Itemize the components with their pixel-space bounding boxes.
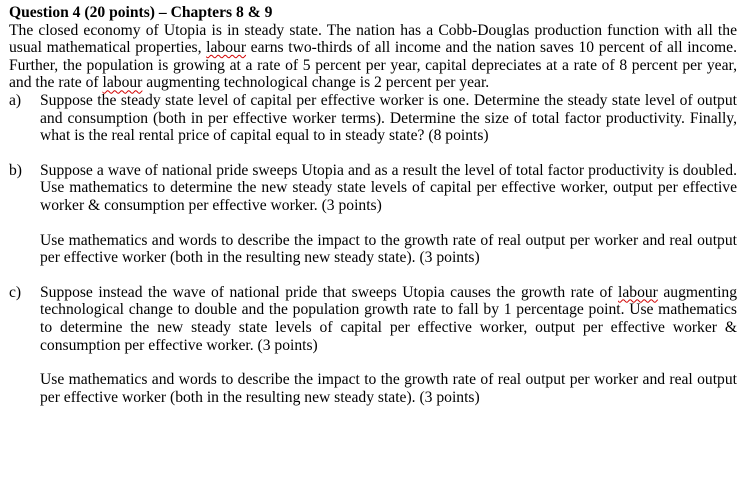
intro-text-2: earns two-thirds of all income and the nation saves 10 percent of all income. Further, the population is growing at a rate of 5 percent per year, capital depreciates at a rate of 8 percent per year, and the rate of: [9, 39, 737, 92]
question-intro: [9, 22, 737, 92]
intro-text-1: The closed economy of Utopia is in steady state. The nation has a Cobb-Douglas production function with all the usual mathematical properties,: [9, 21, 737, 57]
part-c-text-1: Suppose instead the wave of national pride that sweeps Utopia causes the growth rate of: [40, 283, 619, 301]
intro-text-3: augmenting technological change is 2 percent per year.: [142, 74, 490, 92]
part-a-label: a): [9, 91, 22, 109]
part-b-text: Suppose a wave of national pride sweeps Utopia and as a result the level of total factor productivity is doubled. Use mathematics to determine the new steady state levels of capital per effective worker, output per effective worker & consumption per effective worker. (3 points): [40, 161, 737, 214]
misspelled-word-labour: labour: [618, 283, 658, 301]
question-heading: Question 4 (20 points) – Chapters 8 & 9: [9, 4, 273, 21]
part-a: [9, 92, 737, 145]
part-a-text: Suppose the steady state level of capital per effective worker is one. Determine the steady state level of output and consumption (both in per effective worker terms). Determine the size of total factor productivity. Finally, what is the real rental price of capital equal to in steady state? (8 points): [40, 91, 737, 145]
misspelled-word-labour: labour: [102, 74, 143, 92]
misspelled-word-labour: labour: [206, 39, 247, 57]
part-c-text: [40, 284, 737, 354]
part-c: [9, 284, 737, 354]
part-c-followup: Use mathematics and words to describe the impact to the growth rate of real output per worker and real output per effective worker (both in the resulting new steady state). (3 points): [40, 371, 737, 406]
part-b-label: b): [9, 161, 22, 179]
part-c-text-2: augmenting technological change to double and the population growth rate to fall by 1 percentage point. Use mathematics to determine the new steady state levels of capital per effective worker, output per effective worker & consumption per effective worker. (3 points): [40, 283, 737, 354]
part-c-label: c): [9, 283, 22, 301]
document-page: [9, 4, 737, 406]
part-b: [9, 162, 737, 215]
part-b-followup: Use mathematics and words to describe the impact to the growth rate of real output per worker and real output per effective worker (both in the resulting new steady state). (3 points): [40, 231, 737, 267]
